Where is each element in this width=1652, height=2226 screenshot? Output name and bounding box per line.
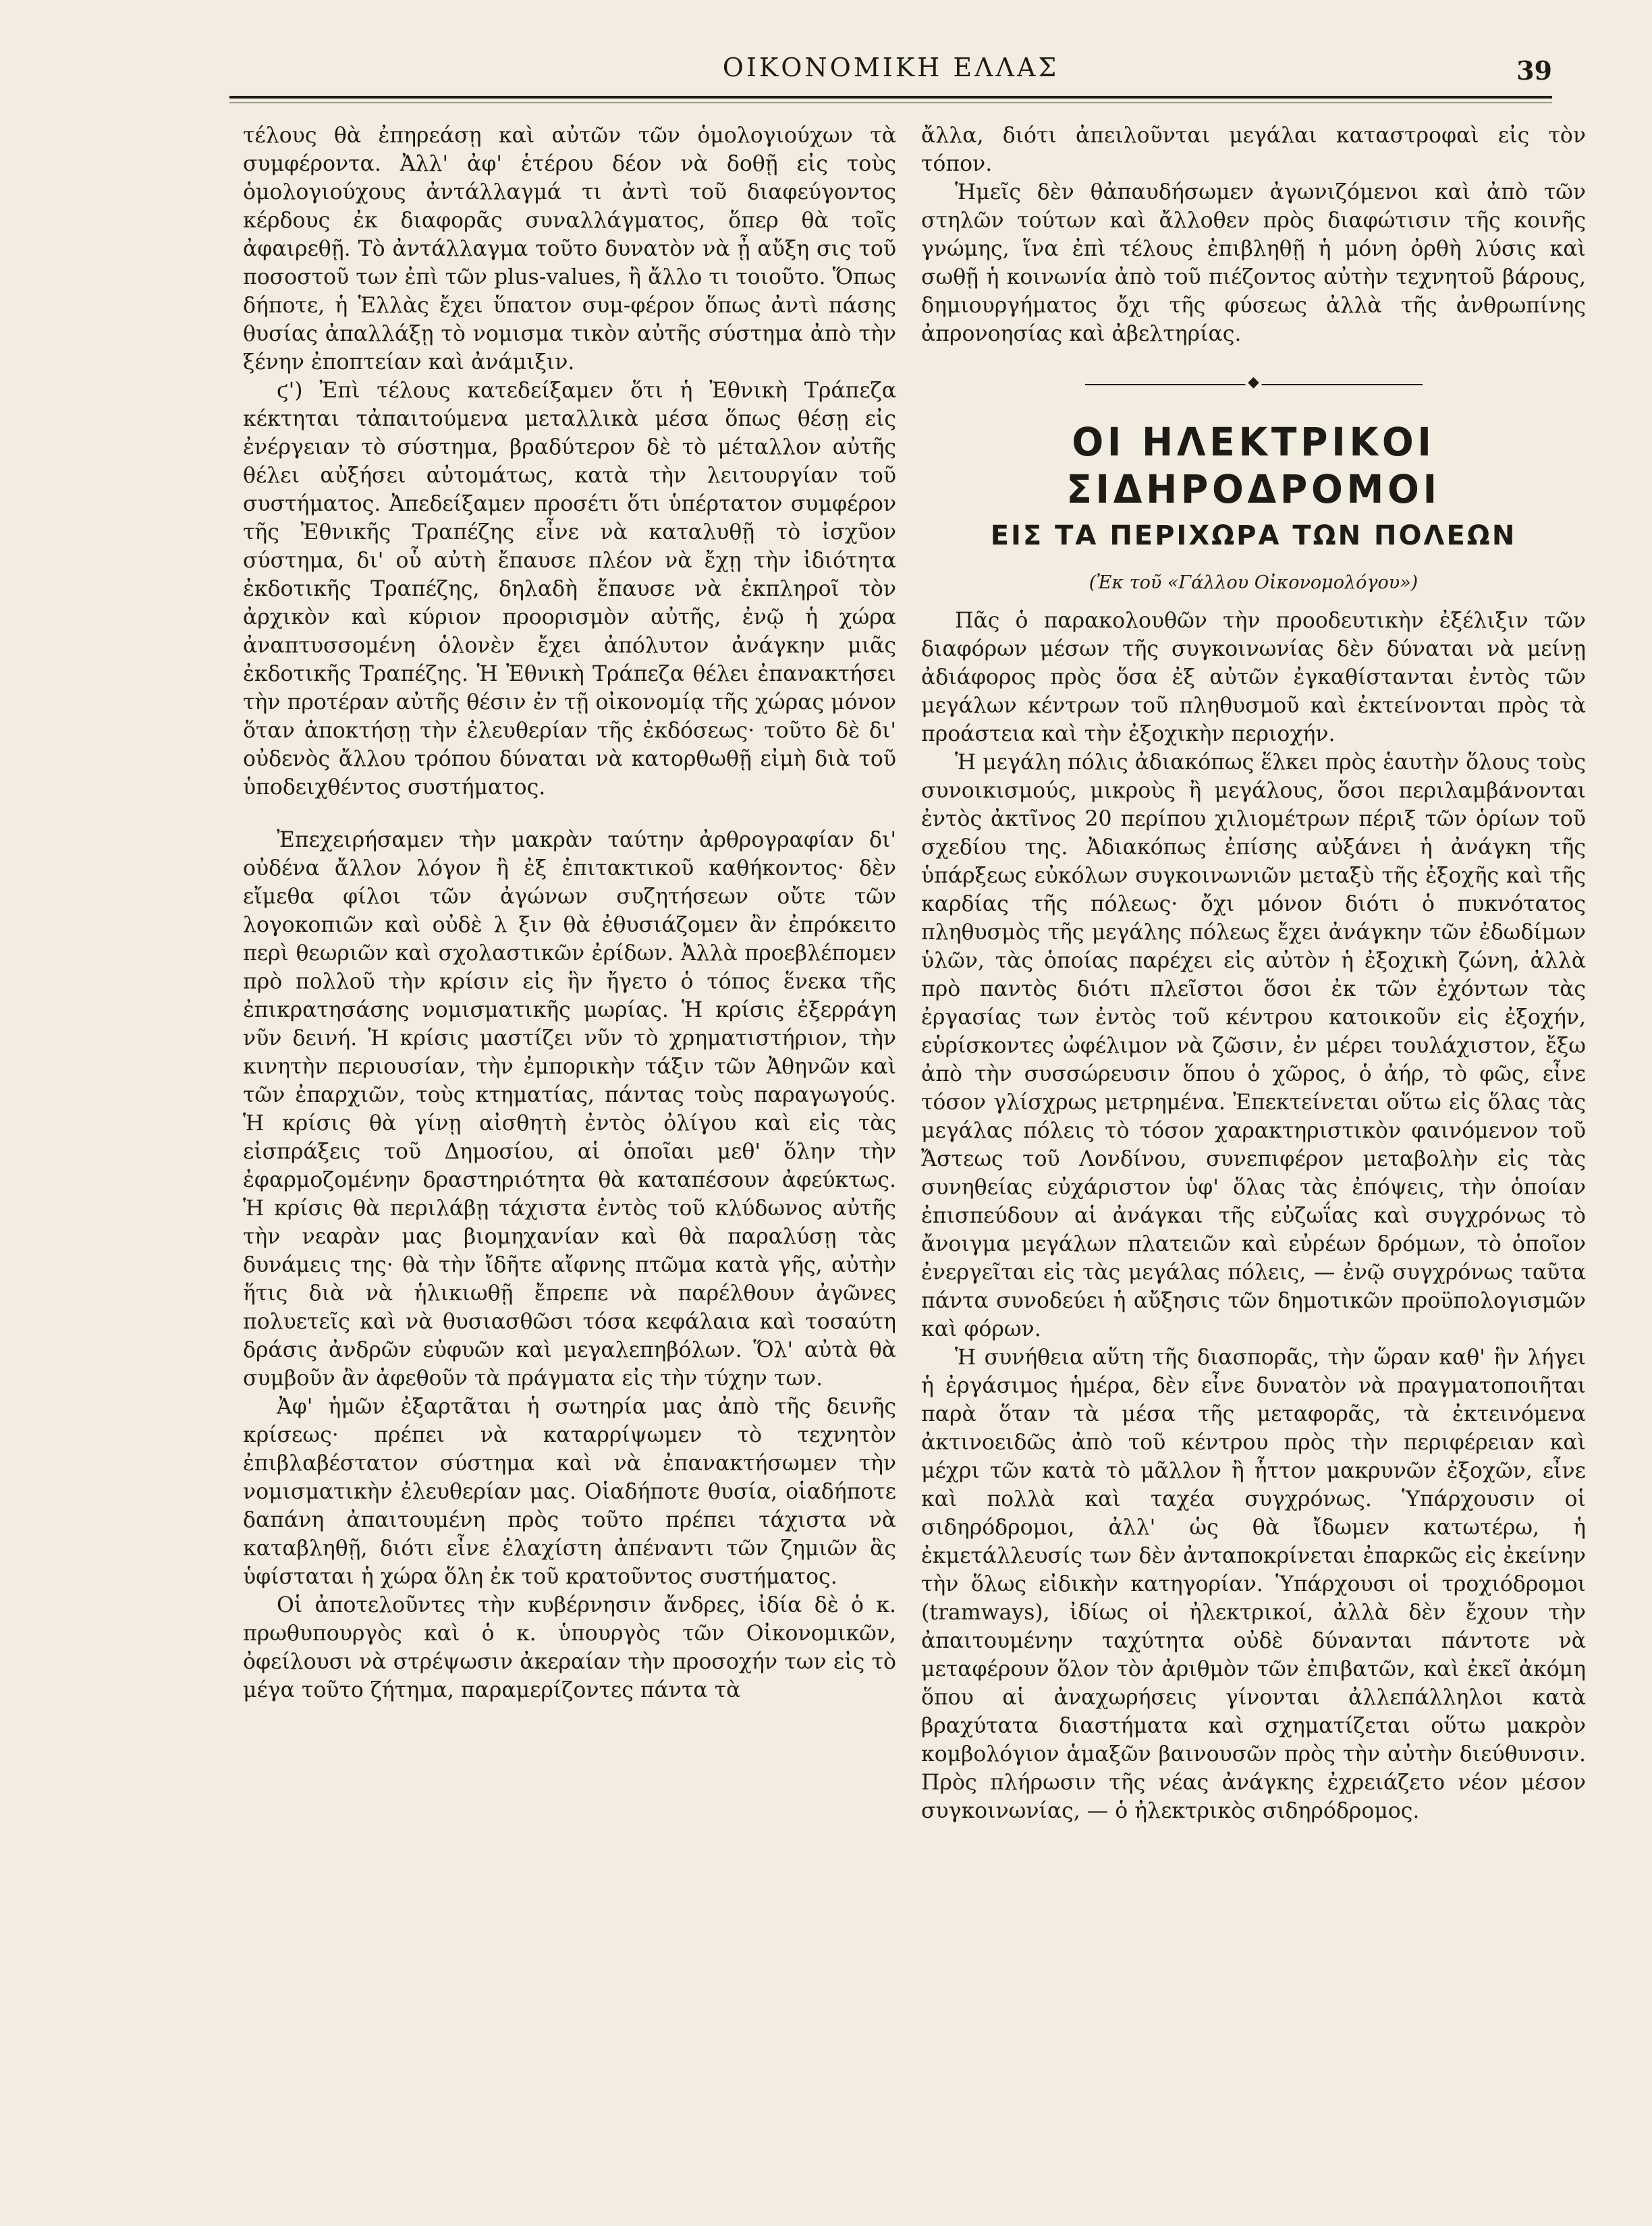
- paragraph: Ἡ συνήθεια αὕτη τῆς διασπορᾶς, τὴν ὥραν καθ' ἣν λήγει ἡ ἐργάσιμος ἡμέρα, δὲν εἶνε δυνατὸν νὰ πραγματοποιῆται παρὰ ὅταν τὰ μέσα τῆς μεταφορᾶς, τὰ ἐκτεινόμενα ἀκτινοειδῶς ἀπὸ τοῦ κέντρου πρὸς τὴν περιφέρειαν καὶ μέχρι τῶν κατὰ τὸ μᾶλλον ἢ ἧττον μακρυνῶν ἐξοχῶν, εἶνε καὶ πολλὰ καὶ ταχέα συγχρόνως. Ὑπάρχουσιν οἱ σιδηρόδρομοι, ἀλλ' ὡς θὰ ἴδωμεν κατωτέρω, ἡ ἐκμετάλλευσίς των δὲν ἀνταποκρίνεται ἐπαρκῶς εἰς ἐκείνην τὴν ὅλως εἰδικὴν κατηγορίαν. Ὑπάρχουσι οἱ τροχιόδρομοι (tramways), ἰδίως οἱ ἠλεκτρικοί, ἀλλὰ δὲν ἔχουν τὴν ἀπαιτουμένην ταχύτητα οὐδὲ δύνανται πάντοτε νὰ μεταφέρουν ὅλον τὸν ἀριθμὸν τῶν ἐπιβατῶν, καὶ ἐκεῖ ἀκόμη ὅπου αἱ ἀναχωρήσεις γίνονται ἀλλεπάλληλοι κατὰ βραχύτατα διαστήματα καὶ σχηματίζεται οὕτω μακρὸν κομβολόγιον ἁμαξῶν βαινουσῶν πρὸς τὴν αὐτὴν διεύθυνσιν. Πρὸς πλήρωσιν τῆς νέας ἀνάγκης ἐχρειάζετο νέον μέσον συγκοινωνίας, — ὁ ἠλεκτρικὸς σιδηρόδρομος.: [921, 1345, 1586, 1823]
- running-title: ΟΙΚΟΝΟΜΙΚΗ ΕΛΛΑΣ: [722, 53, 1059, 82]
- divider-ornament: ◆: [1245, 374, 1262, 391]
- header-rule: [229, 96, 1552, 99]
- paragraph: Οἱ ἀποτελοῦντες τὴν κυβέρνησιν ἄνδρες, ἰδία δὲ ὁ κ. πρωθυπουργὸς καὶ ὁ κ. ὑπουργὸς τῶν Οἰκονομικῶν, ὀφείλουσι νὰ στρέψωσιν ἀκεραίαν τὴν προσοχήν των εἰς τὸ μέγα τοῦτο ζήτημα, παραμερίζοντες πάντα τὰ: [243, 1593, 896, 1702]
- paragraph: ϛ') Ἐπὶ τέλους κατεδείξαμεν ὅτι ἡ Ἐθνικὴ Τράπεζα κέκτηται τἀπαιτούμενα μεταλλικὰ μέσα ὅπως θέσῃ εἰς ἐνέργειαν τὸ σύστημα, βραδύτερον δὲ τὸ μέταλλον αὐτῆς θέλει αὐξήσει αὐτομάτως, κατὰ τὴν λειτουργίαν τοῦ συστήματος. Ἀπεδείξαμεν προσέτι ὅτι ὑπέρτατον συμφέρον τῆς Ἐθνικῆς Τραπέζης εἶνε νὰ καταλυθῇ τὸ ἰσχῦον σύστημα, δι' οὗ αὐτὴ ἔπαυσε πλέον νὰ ἔχῃ τὴν ἰδιότητα ἐκδοτικῆς Τραπέζης, δηλαδὴ ἔπαυσε νὰ ἐκπληροῖ τὸν ἀρχικὸν καὶ κύριον προορισμὸν αὐτῆς, ἐνῷ ἡ χώρα ἀναπτυσσομένη ὁλονὲν ἔχει ἀπόλυτον ἀνάγκην μιᾶς ἐκδοτικῆς Τραπέζης. Ἡ Ἐθνικὴ Τράπεζα θέλει ἐπανακτήσει τὴν προτέραν αὐτῆς θέσιν ἐν τῇ οἰκονομίᾳ τῆς χώρας μόνον ὅταν ἀποκτήσῃ τὴν ἐλευθερίαν τῆς ἐκδόσεως· τοῦτο δὲ δι' οὐδενὸς ἄλλου τρόπου δύναται νὰ κατορθωθῇ εἰμὴ διὰ τοῦ ὑποδειχθέντος συστήματος.: [243, 379, 896, 800]
- section-divider: [1085, 374, 1423, 391]
- paragraph: ἄλλα, διότι ἀπειλοῦνται μεγάλαι καταστροφαὶ εἰς τὸν τόπον.: [921, 123, 1586, 176]
- article-headline: ΟΙ ΗΛΕΚΤΡΙΚΟΙ ΣΙΔΗΡΟΔΡΟΜΟΙ: [1066, 419, 1441, 512]
- paragraph: Ἡ μεγάλη πόλις ἀδιακόπως ἕλκει πρὸς ἑαυτὴν ὅλους τοὺς συνοικισμούς, μικροὺς ἢ μεγάλους, ὅσοι περιλαμβάνονται ἐντὸς ἀκτῖνος 20 περίπου χιλιομέτρων πέριξ τῶν ὁρίων τοῦ σχεδίου της. Ἀδιακόπως ἐπίσης αὐξάνει ἡ ἀνάγκη τῆς ὑπάρξεως εὐκόλων συγκοινωνιῶν μεταξὺ τῆς ἐξοχῆς καὶ τῆς καρδίας τῆς πόλεως· ὄχι μόνον διότι ὁ πυκνότατος πληθυσμὸς τῆς μεγάλης πόλεως ἔχει ἀνάγκην τῶν ἐδωδίμων ὑλῶν, τὰς ὁποίας παρέχει εἰς αὐτὸν ἡ ἐξοχικὴ ζώνη, ἀλλὰ πρὸ παντὸς διότι πλεῖστοι ὅσοι ἐκ τῶν ἐχόντων τὰς ἐργασίας των ἐντὸς τοῦ κέντρου κατοικοῦν εἰς ἐξοχήν, εὑρίσκοντες ὠφέλιμον νὰ ζῶσιν, ἐν μέρει τουλάχιστον, ἔξω ἀπὸ τὴν συσσώρευσιν ὅπου ὁ χῶρος, ὁ ἀήρ, τὸ φῶς, εἶνε τόσον γλίσχρως μετρημένα. Ἐπεκτείνεται οὕτω εἰς ὅλας τὰς μεγάλας πόλεις τὸ τόσον χαρακτηριστικὸν φαινόμενον τοῦ Ἄστεως τοῦ Λονδίνου, συνεπιφέρον μεταβολὴν εἰς τὰς συνηθείας εὐχάριστον ὑφ' ὅλας τὰς ἐπόψεις, τὴν ὁποίαν ἐπισπεύδουν αἱ ἀνάγκαι τῆς εὐζωΐας καὶ συγχρόνως τὸ ἄνοιγμα μεγάλων πλατειῶν καὶ εὐρέων δρόμων, τὸ ὁποῖον ἐνεργεῖται εἰς τὰς μεγάλας πόλεις, — ἐνῷ συγχρόνως ταῦτα πάντα συνοδεύει ἡ αὔξησις τῶν δημοτικῶν προϋπολογισμῶν καὶ φόρων.: [921, 750, 1586, 1341]
- right-column: [921, 121, 1586, 1825]
- article-subheadline: ΕΙΣ ΤΑ ΠΕΡΙΧΩΡΑ ΤΩΝ ΠΟΛΕΩΝ: [990, 520, 1517, 551]
- page-number: 39: [1516, 55, 1552, 86]
- paragraph: τέλους θὰ ἐπηρεάσῃ καὶ αὐτῶν τῶν ὁμολογιούχων τὰ συμφέροντα. Ἀλλ' ἀφ' ἑτέρου δέον νὰ δοθῇ εἰς τοὺς ὁμολογιούχους ἀντάλλαγμά τι ἀντὶ τοῦ διαφεύγοντος κέρδους ἐκ διαφορᾶς συναλλάγματος, ὅπερ θὰ τοῖς ἀφαιρεθῇ. Τὸ ἀντάλλαγμα τοῦτο δυνατὸν νὰ ᾖ αὔξη σις τοῦ ποσοστοῦ των ἐπὶ τῶν plus-values, ἢ ἄλλο τι τοιοῦτο. Ὅπως δήποτε, ἡ Ἑλλὰς ἔχει ὕπατον συμ-φέρον ὅπως ἀντὶ πάσης θυσίας ἀπαλλάξῃ τὸ νομισμα τικὸν αὐτῆς σύστημα ἀπὸ τὴν ξένην ἐποπτείαν καὶ ἀνάμιξιν.: [243, 123, 896, 374]
- page-header: [229, 40, 1552, 101]
- paragraph: Ἐπεχειρήσαμεν τὴν μακρὰν ταύτην ἀρθρογραφίαν δι' οὐδένα ἄλλον λόγον ἢ ἐξ ἐπιτακτικοῦ καθήκοντος· δὲν εἴμεθα φίλοι τῶν ἀγώνων συζητήσεων οὔτε τῶν λογοκοπιῶν καὶ οὐδὲ λ ξιν θὰ ἐθυσιάζομεν ἂν ἐπρόκειτο περὶ θεωριῶν καὶ σχολαστικῶν ἐρίδων. Ἀλλὰ προεβλέπομεν πρὸ πολλοῦ τὴν κρίσιν εἰς ἣν ἤγετο ὁ τόπος ἕνεκα τῆς ἐπικρατησάσης νομισματικῆς μωρίας. Ἡ κρίσις ἐξερράγη νῦν δεινή. Ἡ κρίσις μαστίζει νῦν τὸ χρηματιστήριον, τὴν κινητὴν περιουσίαν, τὴν ἐμπορικὴν τάξιν τῶν Ἀθηνῶν καὶ τῶν ἐπαρχιῶν, τοὺς κτηματίας, πάντας τοὺς παραγωγούς. Ἡ κρίσις θὰ γίνῃ αἰσθητὴ ἐντὸς ὀλίγου καὶ εἰς τὰς εἰσπράξεις τοῦ Δημοσίου, αἱ ὁποῖαι μεθ' ὅλην τὴν ἐφαρμοζομένην δραστηριότητα θὰ καταπέσουν ἀφεύκτως. Ἡ κρίσις θὰ περιλάβῃ τάχιστα ἐντὸς τοῦ κλύδωνος αὐτῆς τὴν νεαρὰν μας βιομηχανίαν καὶ θὰ παραλύσῃ τὰς δυνάμεις της· θὰ τὴν ἴδῆτε αἴφνης πτῶμα κατὰ γῆς, αὐτὴν ἥτις διὰ νὰ ἡλικιωθῇ ἔπρεπε νὰ παρέλθουν ἀγῶνες πολυετεῖς καὶ νὰ θυσιασθῶσι τόσα κεφάλαια καὶ τοσαύτη δράσις ἀνδρῶν εὐφυῶν καὶ μεγαλεπηβόλων. Ὅλ' αὐτὰ θὰ συμβοῦν ἂν ἀφεθοῦν τὰ πράγματα εἰς τὴν τύχην των.: [243, 828, 896, 1391]
- paragraph: Ἡμεῖς δὲν θἀπαυδήσωμεν ἀγωνιζόμενοι καὶ ἀπὸ τῶν στηλῶν τούτων καὶ ἄλλοθεν πρὸς διαφώτισιν τῆς κοινῆς γνώμης, ἵνα ἐπὶ τέλους ἐπιβληθῇ ἡ μόνη ὀρθὴ λύσις καὶ σωθῇ ἡ κοινωνία ἀπὸ τοῦ πιέζοντος αὐτὴν τεχνητοῦ βάρους, δημιουργήματος ὄχι τῆς φύσεως ἀλλὰ τῆς ἀνθρωπίνης ἀπρονοησίας καὶ ἀβελτηρίας.: [921, 180, 1586, 346]
- left-column: [243, 121, 896, 1704]
- paragraph: Ἀφ' ἡμῶν ἐξαρτᾶται ἡ σωτηρία μας ἀπὸ τῆς δεινῆς κρίσεως· πρέπει νὰ καταρρίψωμεν τὸ τεχνητὸν ἐπιβλαβέστατον σύστημα καὶ νὰ ἐπανακτήσωμεν τὴν νομισματικὴν ἐλευθερίαν μας. Οἱαδήποτε θυσία, οἱαδήποτε δαπάνη ἀπαιτουμένη πρὸς τοῦτο πρέπει τάχιστα νὰ καταβληθῇ, διότι εἶνε ἐλαχίστη ἀπέναντι τῶν ζημιῶν ἃς ὑφίσταται ἡ χώρα ὅλη ἐκ τοῦ κρατοῦντος συστήματος.: [243, 1395, 896, 1589]
- paragraph: Πᾶς ὁ παρακολουθῶν τὴν προοδευτικὴν ἐξέλιξιν τῶν διαφόρων μέσων τῆς συγκοινωνίας δὲν δύναται νὰ μείνῃ ἀδιάφορος πρὸς ὅσα ἐξ αὐτῶν ἐγκαθίστανται ἐντὸς τῶν μεγάλων κέντρων τοῦ πληθυσμοῦ καὶ ἐκτείνονται πρὸς τὰ προάστεια καὶ τὴν ἐξοχικὴν περιοχήν.: [921, 609, 1586, 746]
- article-source: (Ἐκ τοῦ «Γάλλου Οἰκονομολόγου»): [1089, 572, 1419, 593]
